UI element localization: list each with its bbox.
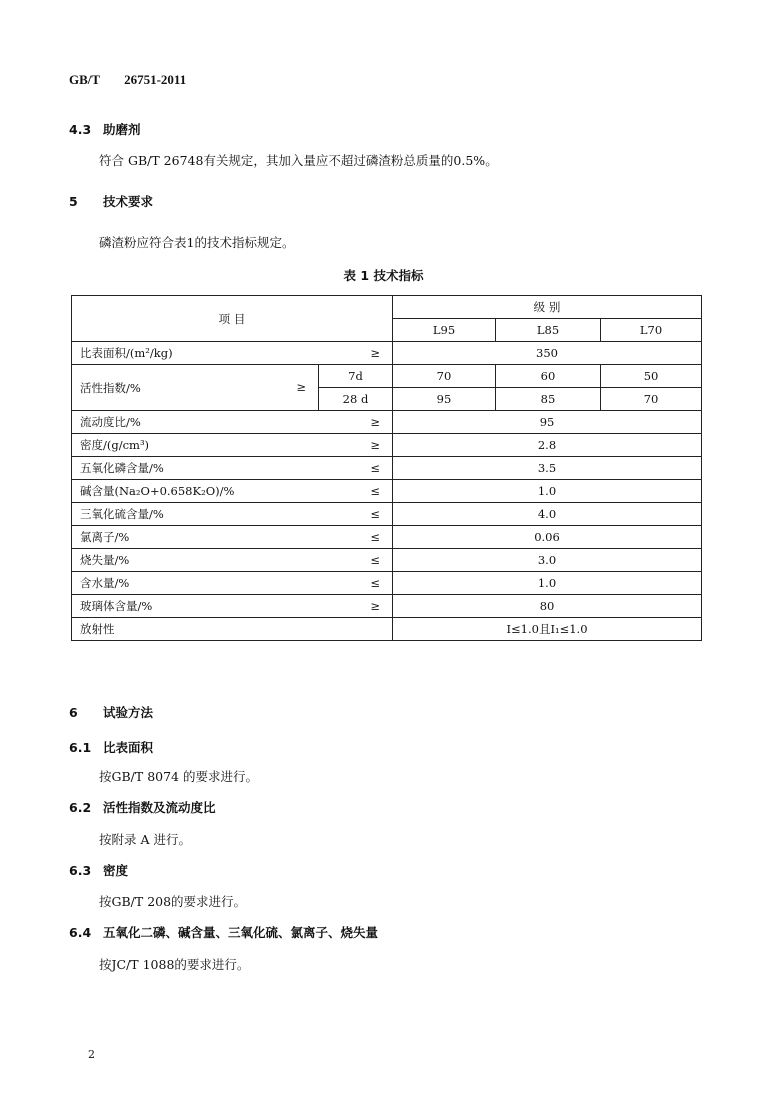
- section-6-heading: [69, 703, 153, 721]
- section-4-3-text: 符合 GB/T 26748有关规定，其加入量应不超过磷渣粉总质量的0.5%。: [99, 153, 498, 168]
- row-name: 密度/(g/cm³) ≥: [72, 434, 393, 457]
- grade-l70: L70: [601, 319, 702, 342]
- standard-prefix: GB/T: [69, 72, 101, 87]
- activity-28d-l70: 70: [601, 388, 702, 411]
- row-value: 4.0: [393, 503, 702, 526]
- header-item: 项 目: [72, 296, 393, 342]
- table-caption: 表 1 技术指标: [343, 268, 424, 283]
- section-number: 6.2: [69, 800, 92, 815]
- table-row: [72, 457, 702, 480]
- table-row: [72, 595, 702, 618]
- table-row: [72, 526, 702, 549]
- standard-code: [69, 72, 186, 88]
- section-5-heading: [69, 192, 153, 210]
- table-row: [72, 572, 702, 595]
- section-title: 五氧化二磷、碱含量、三氧化硫、氯离子、烧失量: [103, 925, 379, 940]
- section-4-3-heading: [69, 120, 141, 138]
- section-title: 比表面积: [103, 740, 154, 755]
- section-number: 6.1: [69, 740, 92, 755]
- grade-l85: L85: [496, 319, 601, 342]
- row-name: 玻璃体含量/% ≥: [72, 595, 393, 618]
- row-name: 五氧化磷含量/% ≤: [72, 457, 393, 480]
- row-value: 3.5: [393, 457, 702, 480]
- section-6-4-text: 按JC/T 1088的要求进行。: [99, 957, 250, 972]
- section-6-4-heading: [69, 923, 378, 941]
- section-6-1-text: 按GB/T 8074 的要求进行。: [99, 769, 258, 784]
- row-value: I≤1.0且I₁≤1.0: [393, 618, 702, 641]
- table-row: [72, 411, 702, 434]
- section-number: 4.3: [69, 122, 92, 137]
- activity-7d-l95: 70: [393, 365, 496, 388]
- row-value: 0.06: [393, 526, 702, 549]
- row-name: 比表面积/(m²/kg) ≥: [72, 342, 393, 365]
- row-value: 3.0: [393, 549, 702, 572]
- section-6-1-heading: [69, 738, 153, 756]
- age-28d: 28 d: [319, 388, 393, 411]
- row-name-activity: 活性指数/% ≥: [72, 365, 319, 411]
- section-number: 6.4: [69, 925, 92, 940]
- section-number: 6: [69, 705, 78, 720]
- section-title: 助磨剂: [103, 122, 141, 137]
- activity-7d-l70: 50: [601, 365, 702, 388]
- row-name: 碱含量(Na₂O+0.658K₂O)/% ≤: [72, 480, 393, 503]
- header-grade: 级 别: [393, 296, 702, 319]
- table-row-activity-7d: [72, 365, 702, 388]
- row-value: 95: [393, 411, 702, 434]
- page-number: 2: [88, 1048, 95, 1061]
- section-6-2-heading: [69, 798, 216, 816]
- row-name: 含水量/% ≤: [72, 572, 393, 595]
- section-6-2-text: 按附录 A 进行。: [99, 832, 191, 847]
- technical-indicators-table: [71, 295, 702, 641]
- section-title: 活性指数及流动度比: [103, 800, 216, 815]
- row-name: 烧失量/% ≤: [72, 549, 393, 572]
- row-value: 1.0: [393, 572, 702, 595]
- row-name: 三氧化硫含量/% ≤: [72, 503, 393, 526]
- section-6-3-text: 按GB/T 208的要求进行。: [99, 894, 247, 909]
- section-title: 技术要求: [103, 194, 154, 209]
- section-number: 6.3: [69, 863, 92, 878]
- row-value: 350: [393, 342, 702, 365]
- section-5-text: 磷渣粉应符合表1的技术指标规定。: [99, 235, 295, 250]
- row-name: 氯离子/% ≤: [72, 526, 393, 549]
- row-name: 放射性: [72, 618, 393, 641]
- activity-7d-l85: 60: [496, 365, 601, 388]
- activity-28d-l95: 95: [393, 388, 496, 411]
- table-row: [72, 618, 702, 641]
- activity-28d-l85: 85: [496, 388, 601, 411]
- row-value: 1.0: [393, 480, 702, 503]
- grade-l95: L95: [393, 319, 496, 342]
- table-row: [72, 480, 702, 503]
- standard-number: 26751-2011: [124, 72, 187, 87]
- section-number: 5: [69, 194, 78, 209]
- table-row: [72, 503, 702, 526]
- section-6-3-heading: [69, 861, 128, 879]
- table-row: [72, 434, 702, 457]
- row-name: 流动度比/% ≥: [72, 411, 393, 434]
- section-title: 密度: [103, 863, 129, 878]
- row-value: 80: [393, 595, 702, 618]
- section-title: 试验方法: [103, 705, 154, 720]
- table-row: [72, 342, 702, 365]
- row-value: 2.8: [393, 434, 702, 457]
- age-7d: 7d: [319, 365, 393, 388]
- table-row: [72, 549, 702, 572]
